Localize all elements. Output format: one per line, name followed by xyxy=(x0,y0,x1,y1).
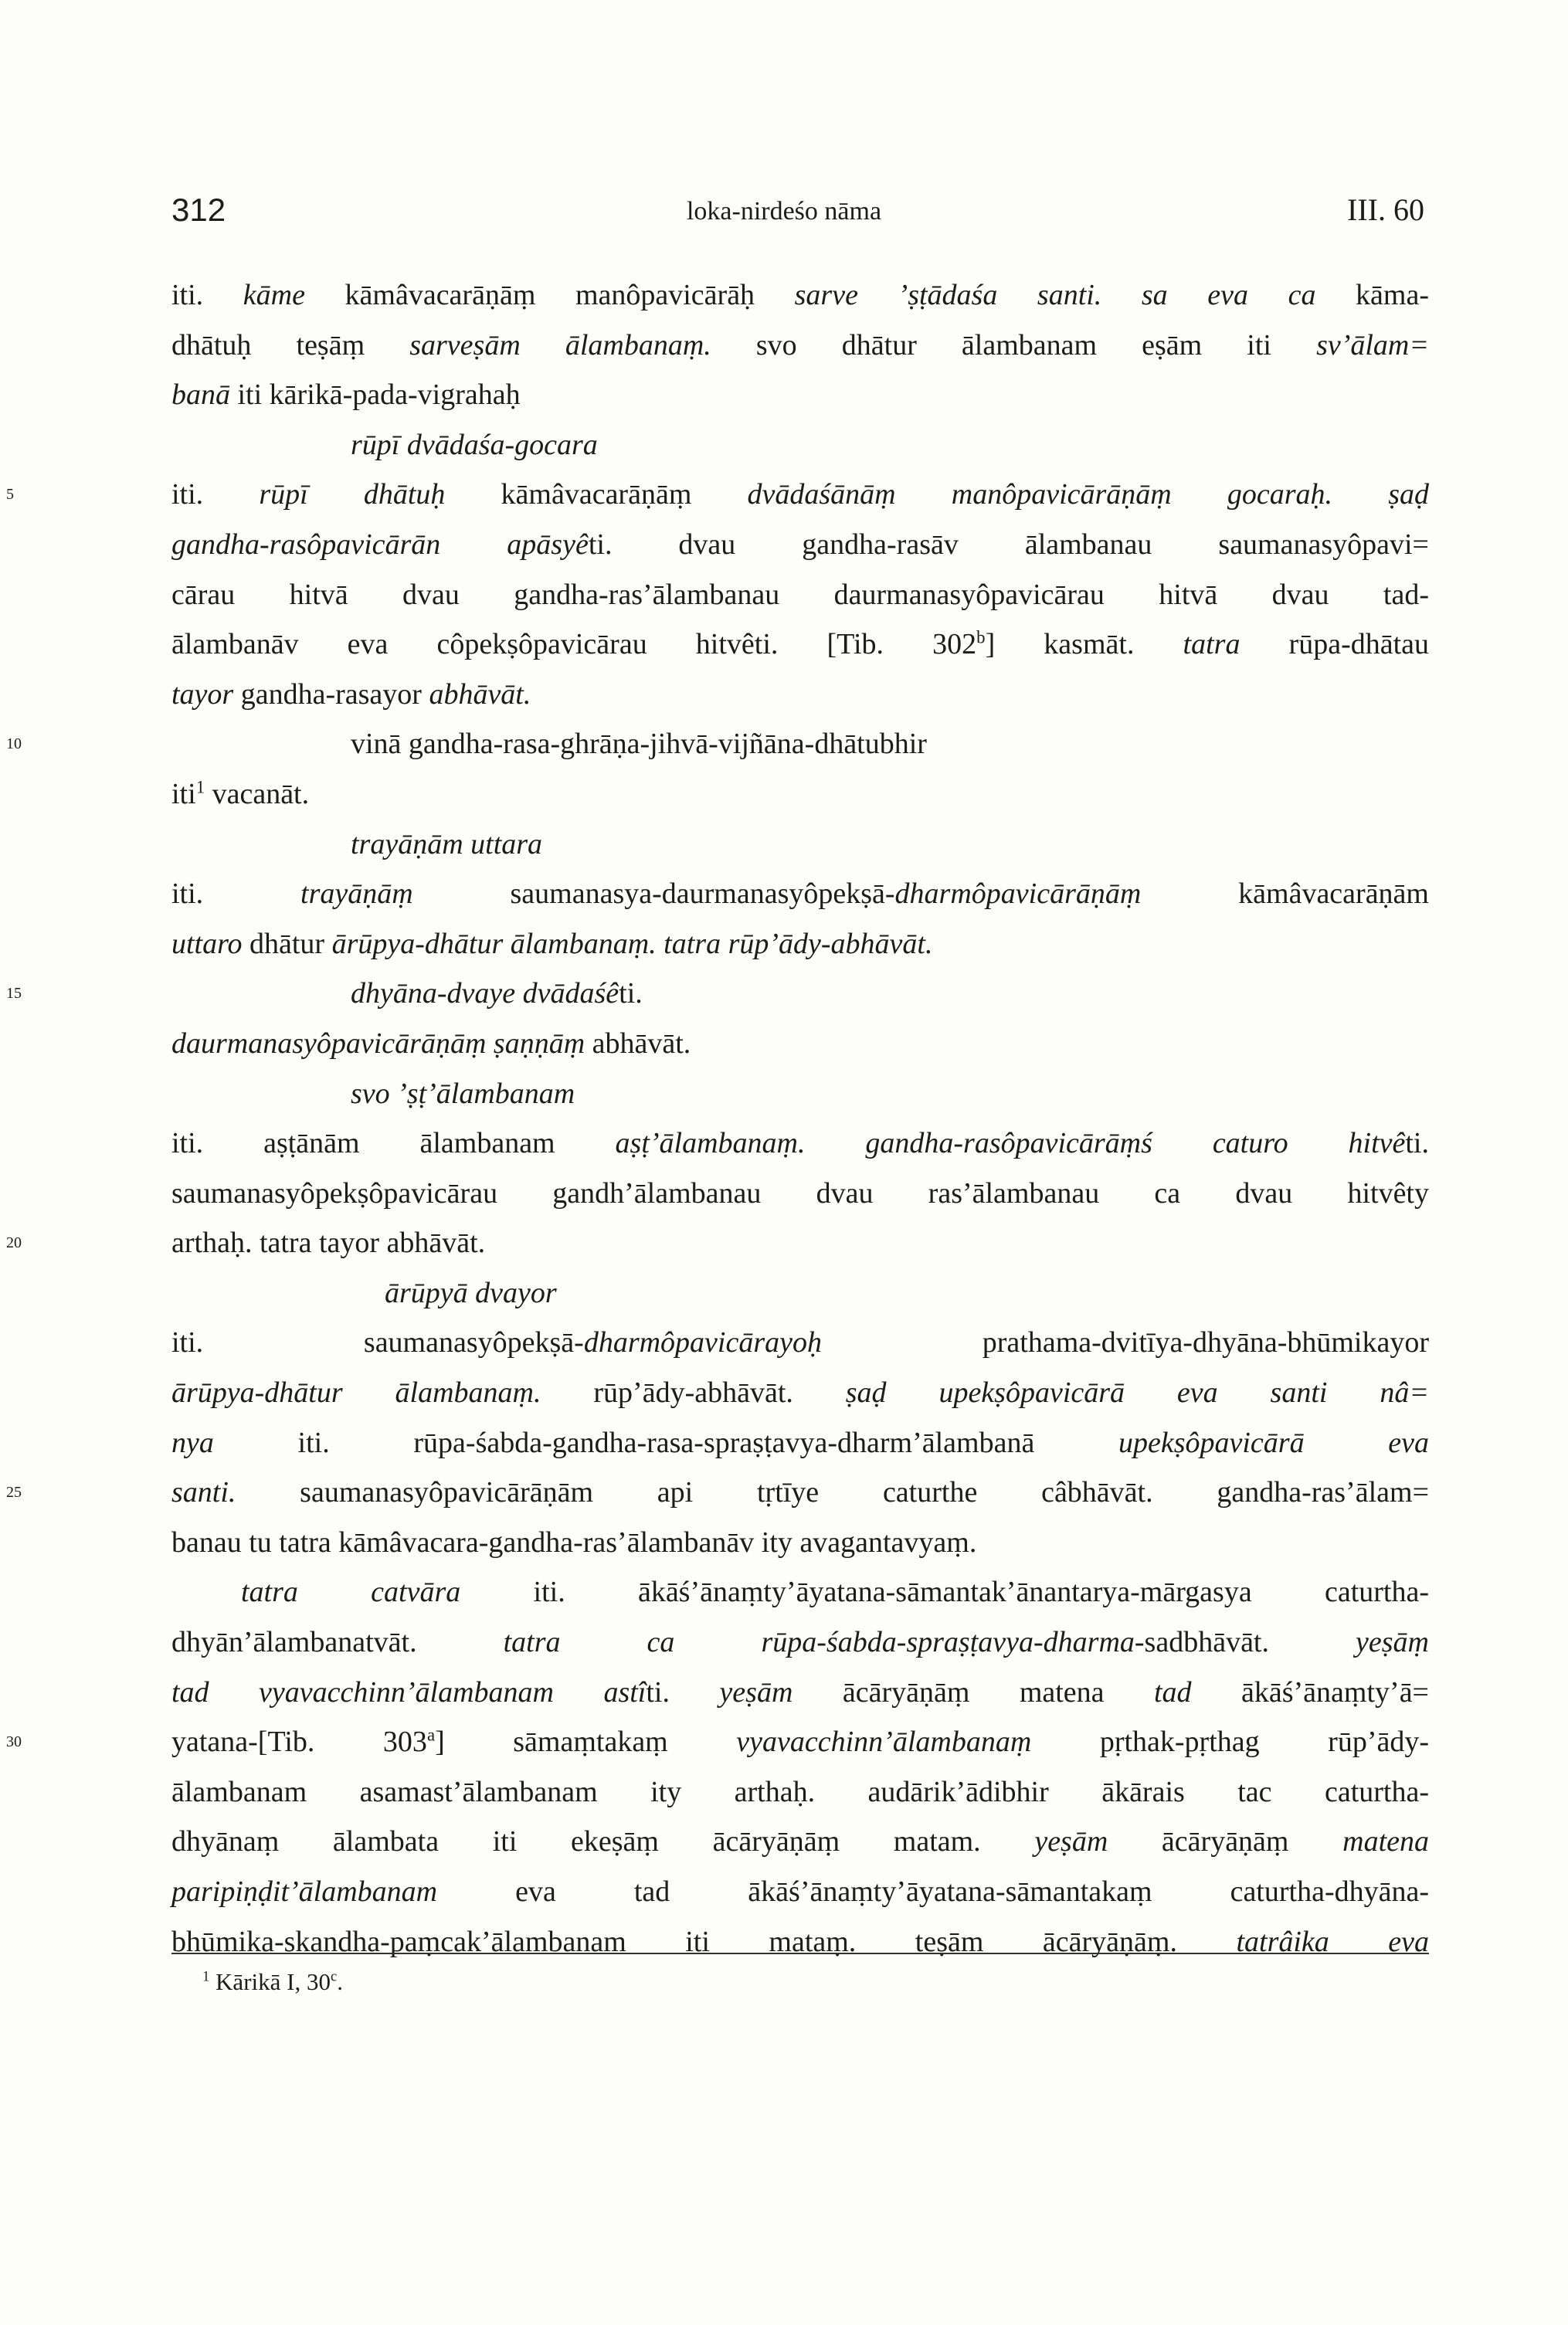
text-segment: pṛthak-pṛthag rūp’ādy- xyxy=(1031,1726,1429,1759)
text-line xyxy=(171,769,1429,820)
italic-text: upekṣôpavicārā eva xyxy=(1118,1426,1429,1459)
text-line xyxy=(171,1817,1429,1867)
italic-text: tatra catvāra xyxy=(241,1576,461,1609)
text-segment: ] kasmāt. xyxy=(985,628,1183,661)
text-segment: iti. rūpa-śabda-gandha-rasa-spraṣṭavya-dharm’ālambanā xyxy=(213,1426,1118,1459)
footnote-text: Kārikā I, 30 xyxy=(216,1968,331,1995)
line-number: 25 xyxy=(6,1484,22,1502)
text-line xyxy=(171,670,1429,720)
text-segment: dhātuḥ teṣāṃ xyxy=(171,328,410,361)
text-line xyxy=(171,1019,1429,1069)
text-segment: cārau hitvā dvau gandha-ras’ālambanau daurmanasyôpavicārau hitvā dvau tad- xyxy=(171,578,1429,611)
footnote xyxy=(202,1967,343,1997)
text-line xyxy=(171,619,1429,670)
footnote-mark: 1 xyxy=(202,1968,210,1985)
text-line xyxy=(6,1717,1429,1767)
italic-text: tatra xyxy=(1183,628,1240,661)
text-segment: iti. xyxy=(171,478,260,511)
text-segment: dhyānaṃ ālambata iti ekeṣāṃ ācāryāṇāṃ matam. xyxy=(171,1825,1035,1858)
italic-text: ṣaḍ upekṣôpavicārā eva santi nâ= xyxy=(845,1376,1429,1410)
text-segment: gandha-rasayor xyxy=(233,677,429,711)
italic-text: ārūpya-dhātur ālambanaṃ. xyxy=(171,1376,541,1410)
main-text xyxy=(6,270,1430,1967)
line-number: 10 xyxy=(6,735,22,753)
text-segment: ākāś’ānaṃty’ā= xyxy=(1191,1675,1429,1709)
text-segment: yatana-[Tib. 303 xyxy=(171,1726,427,1759)
italic-text: trayāṇām uttara xyxy=(351,827,543,860)
text-segment: iti. xyxy=(171,877,301,911)
text-segment: ti. xyxy=(619,977,643,1010)
italic-text: sv’ālam= xyxy=(1316,328,1430,361)
text-segment: ti. xyxy=(646,1675,720,1709)
italic-text: tad vyavacchinn’ālambanam astî xyxy=(171,1675,647,1709)
text-line xyxy=(171,1169,1429,1219)
italic-text: dharmôpavicārayoḥ xyxy=(583,1326,823,1359)
text-segment: ti. xyxy=(1405,1127,1429,1160)
italic-text: matena xyxy=(1342,1825,1429,1858)
superscript: a xyxy=(426,1725,436,1745)
superscript: b xyxy=(976,627,986,647)
text-line xyxy=(171,1418,1429,1468)
text-line xyxy=(171,270,1429,321)
text-segment: kāmâvacarāṇāṃ manôpavicārāḥ xyxy=(304,279,795,311)
italic-text: gandha-rasôpavicārān apāsyê xyxy=(171,528,589,561)
italic-text: tayor xyxy=(171,677,234,711)
italic-text: yeṣāṃ xyxy=(1356,1626,1429,1659)
italic-text: tad xyxy=(1154,1675,1192,1709)
running-title: loka-nirdeśo nāma xyxy=(686,197,882,226)
page-number: 312 xyxy=(171,192,226,228)
text-line xyxy=(171,1368,1429,1418)
line-number: 30 xyxy=(6,1733,22,1751)
text-line xyxy=(171,321,1429,371)
text-segment: dhātur xyxy=(242,927,332,960)
text-segment: iti. saumanasyôpekṣā- xyxy=(171,1326,584,1359)
italic-text: tatrâika eva xyxy=(1236,1925,1429,1958)
text-segment: vacanāt. xyxy=(205,777,310,810)
italic-text: dharmôpavicārāṇāṃ xyxy=(894,877,1142,911)
footnote-end: . xyxy=(337,1968,343,1995)
text-line xyxy=(171,1268,1429,1319)
text-line xyxy=(171,1917,1429,1967)
text-line xyxy=(6,470,1429,520)
text-segment: banau tu tatra kāmâvacara-gandha-ras’ālambanāv ity avagantavyaṃ. xyxy=(171,1526,977,1559)
italic-text: sarveṣām ālambanaṃ. xyxy=(409,328,711,361)
text-segment: eva tad ākāś’ānaṃty’āyatana-sāmantakaṃ caturtha-dhyāna- xyxy=(437,1875,1429,1908)
footnote-sup: c xyxy=(330,1968,338,1985)
text-line xyxy=(171,869,1429,919)
text-segment: saumanasyôpekṣôpavicārau gandh’ālambanau dvau ras’ālambanau ca dvau hitvêty xyxy=(171,1176,1429,1210)
text-line xyxy=(171,1867,1429,1917)
text-line xyxy=(171,370,1429,420)
text-segment: sadbhāvāt. xyxy=(1144,1626,1356,1659)
text-segment: iti kārikā-pada-vigrahaḥ xyxy=(230,378,521,412)
italic-text: ārūpya-dhātur ālambanaṃ. tatra rūp’ādy-abhāvāt. xyxy=(331,927,933,960)
text-segment: iti. xyxy=(171,279,243,311)
text-segment: iti. ākāś’ānaṃty’āyatana-sāmantak’ānantarya-mārgasya caturtha- xyxy=(460,1576,1429,1609)
text-segment: saumanasya-daurmanasyôpekṣā- xyxy=(412,877,895,911)
text-segment: arthaḥ. tatra tayor abhāvāt. xyxy=(171,1227,486,1260)
italic-text: dhyāna-dvaye dvādaśê xyxy=(351,977,619,1010)
italic-text: rūpī dvādaśa-gocara xyxy=(351,428,598,461)
text-line xyxy=(171,1518,1429,1568)
italic-text: ārūpyā dvayor xyxy=(385,1276,557,1309)
italic-text: rūpī dhātuḥ xyxy=(259,478,446,511)
text-segment: saumanasyôpavicārāṇām api tṛtīye caturthe câbhāvāt. gandha-ras’ālam= xyxy=(236,1476,1429,1509)
section-reference: III. 60 xyxy=(1347,192,1424,227)
text-segment: prathama-dvitīya-dhyāna-bhūmikayor xyxy=(822,1326,1429,1359)
italic-text: nya xyxy=(171,1426,214,1459)
italic-text: aṣṭ’ālambanaṃ. gandha-rasôpavicārāṃś caturo hitvê xyxy=(615,1127,1406,1160)
italic-text: dvādaśānāṃ manôpavicārāṇāṃ gocaraḥ. ṣaḍ xyxy=(747,478,1429,511)
italic-text: yeṣām xyxy=(719,1675,793,1709)
text-line xyxy=(171,1767,1429,1818)
text-line xyxy=(171,820,1429,870)
line-number: 15 xyxy=(6,985,22,1003)
text-line xyxy=(171,1118,1429,1169)
italic-text: vyavacchinn’ālambanaṃ xyxy=(736,1726,1032,1759)
text-segment: rūp’ādy-abhāvāt. xyxy=(541,1376,846,1410)
text-line xyxy=(171,1668,1429,1718)
text-line xyxy=(171,420,1429,470)
text-segment: svo dhātur ālambanam eṣām iti xyxy=(711,328,1317,361)
text-segment: kāmâvacarāṇāṃ xyxy=(445,478,748,511)
text-segment: ācāryāṇāṃ matena xyxy=(792,1675,1154,1709)
text-segment: ālambanam asamast’ālambanam ity arthaḥ. audārik’ādibhir ākārais tac caturtha- xyxy=(171,1775,1429,1808)
text-segment: ācāryāṇāṃ xyxy=(1108,1825,1343,1858)
text-line xyxy=(6,969,1429,1019)
italic-text: tatra ca rūpa-śabda-spraṣṭavya-dharma- xyxy=(503,1626,1145,1659)
italic-text: trayāṇāṃ xyxy=(300,877,413,911)
text-line xyxy=(171,1069,1429,1119)
text-segment: iti xyxy=(171,777,196,810)
text-segment: kāmâvacarāṇām xyxy=(1141,877,1429,911)
text-segment: vinā gandha-rasa-ghrāṇa-jihvā-vijñāna-dhātubhir xyxy=(351,728,927,761)
text-line xyxy=(6,1468,1429,1518)
text-line xyxy=(6,719,1429,769)
text-segment: ālambanāv eva côpekṣôpavicārau hitvêti. [Tib. 302 xyxy=(171,628,977,661)
text-segment: rūpa-dhātau xyxy=(1240,628,1430,661)
text-line xyxy=(171,1567,1429,1617)
text-segment: kāma- xyxy=(1315,279,1429,311)
italic-text: daurmanasyôpavicārāṇāṃ ṣaṇṇāṃ xyxy=(171,1027,585,1060)
footnote-rule xyxy=(171,1953,1429,1954)
italic-text: sarve ’ṣṭādaśa santi. sa eva ca xyxy=(794,279,1316,311)
line-number: 5 xyxy=(6,486,14,504)
text-line xyxy=(6,1218,1429,1268)
text-line xyxy=(171,1617,1429,1668)
text-segment: dhyān’ālambanatvāt. xyxy=(171,1626,504,1659)
text-line xyxy=(171,919,1429,969)
italic-text: uttaro xyxy=(171,927,243,960)
italic-text: paripiṇḍit’ālambanam xyxy=(171,1875,438,1908)
text-line xyxy=(171,570,1429,620)
italic-text: abhāvāt. xyxy=(429,677,531,711)
text-line xyxy=(171,520,1429,570)
text-segment: ] sāmaṃtakaṃ xyxy=(435,1726,737,1759)
line-number: 20 xyxy=(6,1234,22,1252)
text-segment: bhūmika-skandha-paṃcak’ālambanam iti mataṃ. teṣām ācāryāṇāṃ. xyxy=(171,1925,1237,1958)
superscript: 1 xyxy=(195,777,205,797)
italic-text: banā xyxy=(171,378,230,412)
italic-text: yeṣām xyxy=(1034,1825,1108,1858)
text-segment: ti. dvau gandha-rasāv ālambanau saumanasyôpavi= xyxy=(588,528,1429,561)
italic-text: kāme xyxy=(243,279,305,311)
text-segment: iti. aṣṭānām ālambanam xyxy=(171,1127,616,1160)
text-line xyxy=(171,1318,1429,1368)
text-segment: abhāvāt. xyxy=(585,1027,691,1060)
italic-text: svo ’ṣṭ’ālambanam xyxy=(351,1077,575,1110)
italic-text: santi. xyxy=(171,1476,236,1509)
